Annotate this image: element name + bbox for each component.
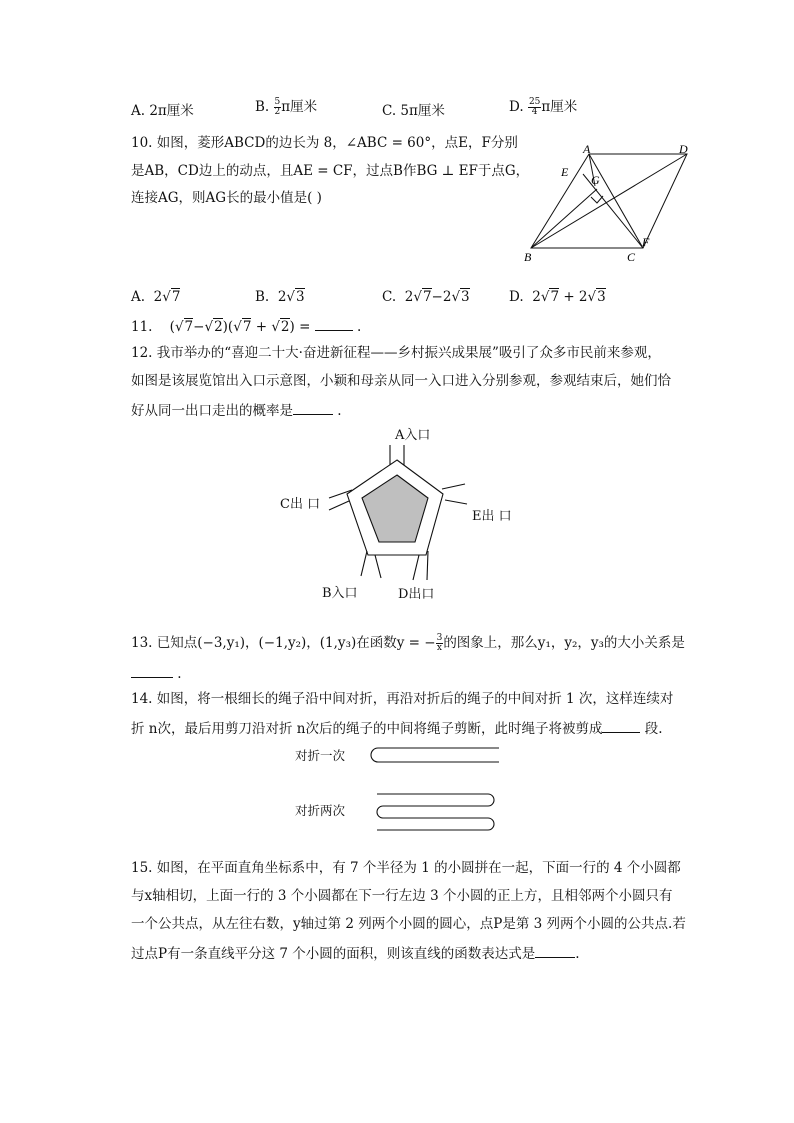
q10-option-d: [509, 288, 606, 306]
q10-option-d-plus: + 2: [559, 289, 588, 305]
q15-line-4: [131, 943, 580, 963]
q9-option-b: [255, 98, 317, 117]
label-fold-twice: 对折两次: [295, 803, 346, 818]
q9-option-d-fraction: [528, 98, 541, 117]
q13-answer-line: [131, 663, 182, 683]
q14-line-2-end: 段.: [644, 721, 663, 737]
q12-line-1: 12. 我市举办的“喜迎二十大·奋进新征程——乡村振兴成果展”吸引了众多市民前来参观，: [131, 345, 661, 361]
label-exit-d: D出口: [398, 587, 435, 602]
q10-option-c-coef1: 2: [404, 289, 414, 305]
q10-option-b-label: B.: [255, 289, 270, 305]
q10-option-a-coef: 2: [153, 289, 163, 305]
q9-option-d-numerator: 25: [528, 97, 541, 107]
rope-folded-once: [371, 748, 499, 762]
q9-option-b-denominator: 2: [274, 107, 281, 117]
q9-option-b-numerator: 5: [274, 97, 281, 107]
sqrt-icon: √: [174, 319, 184, 335]
q10-option-d-radicand2: 3: [597, 289, 606, 305]
q9-option-b-unit: π厘米: [281, 99, 318, 115]
q9-option-d: [509, 98, 577, 117]
q9-option-a: A. 2π厘米: [131, 103, 194, 119]
q10-option-b-radicand: 3: [296, 289, 305, 305]
fig-label-a: A: [583, 142, 591, 156]
q9-option-b-label: B.: [255, 99, 270, 115]
sqrt-icon: √: [233, 319, 242, 335]
q10-option-a: [131, 288, 180, 306]
sqrt-icon: √: [271, 319, 280, 335]
fig-label-c: C: [627, 250, 636, 264]
q11-answer-blank: [315, 316, 353, 331]
q12-answer-blank: [293, 400, 333, 415]
sqrt-icon: √: [540, 289, 550, 305]
sqrt-icon: √: [162, 289, 171, 305]
q11-radicand-4: 2: [280, 319, 290, 335]
rope-folded-twice: [377, 794, 494, 830]
q10-line-2: 是AB，CD边上的动点，且AE = CF，过点B作BG ⊥ EF于点G，: [131, 163, 530, 179]
q13-line: [131, 634, 685, 653]
label-fold-once: 对折一次: [295, 748, 346, 763]
q11-minus: −: [193, 319, 205, 335]
q14-answer-blank: [602, 718, 640, 733]
q15-line-4-end: .: [575, 946, 580, 962]
q10-option-d-label: D.: [509, 289, 524, 305]
q13-end: .: [177, 666, 182, 682]
q14-line-1: 14. 如图，将一根细长的绳子沿中间对折，再沿对折后的绳子的中间对折 1 次，这样连续对: [131, 691, 674, 707]
q12-line-2: 如图是该展览馆出入口示意图，小颖和母亲从同一入口进入分别参观，参观结束后，她们恰: [131, 373, 671, 389]
q15-line-4-text: 过点P有一条直线平分这 7 个小圆的面积，则该直线的函数表达式是: [131, 946, 536, 962]
q9-option-c: C. 5π厘米: [382, 103, 445, 119]
q10-option-c-minus: −2: [431, 289, 452, 305]
q10-option-d-radicand1: 7: [550, 289, 560, 305]
rope-fold-figure: [365, 742, 510, 837]
q15-line-2: 与x轴相切，上面一行的 3 个小圆都在下一行左边 3 个小圆的正上方，且相邻两个小圆只有: [131, 888, 673, 904]
q10-option-c: [382, 288, 470, 306]
rhombus-figure: [515, 140, 715, 265]
label-entrance-a: A入口: [395, 428, 431, 443]
sqrt-icon: √: [204, 319, 214, 335]
q11-plus: +: [251, 319, 272, 335]
q9-option-d-unit: π厘米: [541, 99, 578, 115]
q11-radicand-1: 7: [184, 319, 194, 335]
q9-option-d-denominator: 4: [531, 107, 538, 117]
fig-label-d: D: [679, 142, 688, 156]
q10-option-d-coef1: 2: [532, 289, 541, 305]
q11-line: [131, 316, 361, 336]
q13-denominator: x: [436, 643, 442, 653]
q10-option-c-radicand2: 3: [461, 289, 470, 305]
label-exit-c: C出 口: [280, 497, 321, 512]
q12-line-3-text: 好从同一出口走出的概率是: [131, 403, 293, 419]
q12-line-3-end: .: [337, 403, 342, 419]
sqrt-icon: √: [451, 289, 461, 305]
q10-line-3: 连接AG，则AG长的最小值是( ): [131, 190, 322, 206]
sqrt-icon: √: [413, 289, 422, 305]
q15-answer-blank: [535, 943, 575, 958]
q15-line-3: 一个公共点，从左往右数，y轴过第 2 列两个小圆的圆心，点P是第 3 列两个小圆的公共点.若: [131, 916, 686, 932]
q10-option-c-label: C.: [382, 289, 397, 305]
q9-option-d-label: D.: [509, 99, 524, 115]
q11-number: 11.: [131, 319, 153, 335]
q10-option-b-coef: 2: [277, 289, 287, 305]
q10-line-1: 10. 如图，菱形ABCD的边长为 8，∠ABC = 60°，点E，F分别: [131, 135, 518, 151]
label-exit-e: E出 口: [472, 509, 512, 524]
fig-label-g: G: [591, 173, 600, 187]
q11-end: .: [356, 319, 362, 335]
fig-label-e: E: [561, 165, 569, 179]
q11-close: ) =: [289, 319, 315, 335]
q11-radicand-3: 7: [242, 319, 252, 335]
q11-mid: )(: [222, 319, 234, 335]
fig-label-b: B: [524, 250, 532, 264]
q11-radicand-2: 2: [214, 319, 223, 335]
q10-option-a-label: A.: [131, 289, 146, 305]
q13-suffix: 的图象上，那么y₁，y₂，y₃的大小关系是: [443, 635, 685, 651]
q13-prefix: 13. 已知点(−3,y₁)，(−1,y₂)，(1,y₃)在函数y = −: [131, 635, 436, 651]
q14-line-2: [131, 718, 663, 738]
q12-line-3: [131, 400, 342, 420]
sqrt-icon: √: [286, 289, 296, 305]
label-entrance-b: B入口: [322, 586, 358, 601]
q10-option-a-radicand: 7: [171, 289, 181, 305]
fig-label-f: F: [642, 235, 650, 249]
q14-line-2-text: 折 n次，最后用剪刀沿对折 n次后的绳子的中间将绳子剪断，此时绳子将被剪成: [131, 721, 603, 737]
q10-option-c-radicand1: 7: [422, 289, 432, 305]
sqrt-icon: √: [587, 289, 597, 305]
q13-numerator: 3: [436, 633, 443, 643]
q10-option-b: [255, 288, 305, 306]
q15-line-1: 15. 如图，在平面直角坐标系中，有 7 个半径为 1 的小圆拼在一起，下面一行的 4 个小圆都: [131, 860, 681, 876]
q11-open: (: [169, 319, 175, 335]
q13-answer-blank: [131, 663, 173, 678]
